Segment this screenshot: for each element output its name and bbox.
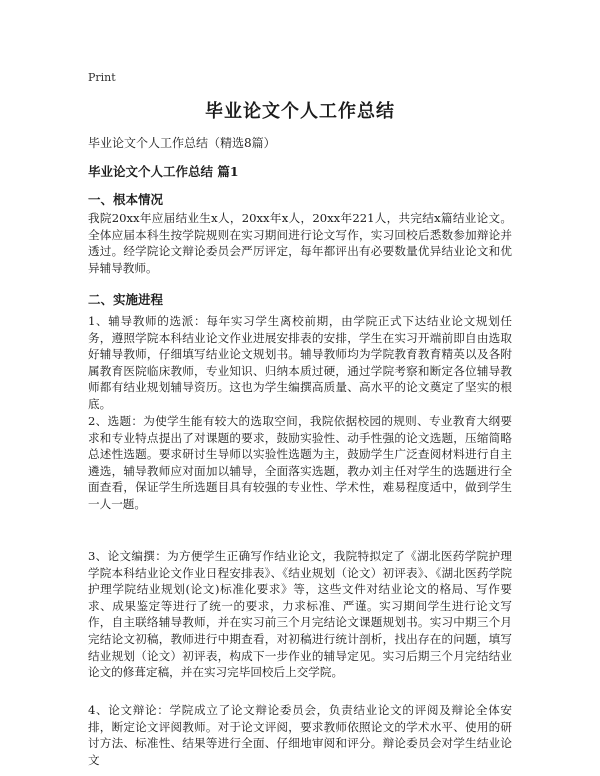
section-heading-basic: 一、根本情况 — [88, 192, 164, 207]
document-title: 毕业论文个人工作总结 — [205, 101, 395, 122]
paragraph-thesis-defense: 4、论文辩论：学院成立了论文辩论委员会，负责结业论文的评阅及辩论全体安排，断定论文评阅教师。对于论文评阅，要求教师依照论文的学术水平、使用的研讨方法、标准性、结果等进行全面、仔细地审阅和评分。辩论委员会对学生结业论文 — [88, 703, 512, 767]
paragraph-basic-situation: 我院20xx年应届结业生x人，20xx年x人，20xx年221人，共完结x篇结业论文。全体应届本科生按学院规则在实习期间进行论文写作，实习回校后悉数参加辩论并透过。经学院论文辩论委员会严厉评定，每年都评出有必要数量优异结业论文和优异辅导教师。 — [88, 211, 512, 275]
paragraph-advisor-selection: 1、辅导教师的选派：每年实习学生离校前期，由学院正式下达结业论文规划任务，遵照学院本科结业论文作业进展安排表的安排，学生在实习开端前即自由选取好辅导教师，仔细填写结业论文规划书。辅导教师均为学院教育教育精英以及各附属教育医院临床教师，专业知识、归纳本质过硬，通过学院考察和断定各位辅导教师都有结业规划辅导资历。这也为学生编撰高质量、高水平的论文奠定了坚实的根底。 — [88, 314, 512, 411]
article-heading: 毕业论文个人工作总结 篇1 — [88, 164, 239, 179]
section-heading-implementation: 二、实施进程 — [88, 292, 164, 307]
document-subtitle: 毕业论文个人工作总结（精选8篇） — [88, 136, 276, 150]
paragraph-topic-selection: 2、选题：为使学生能有较大的选取空间，我院依据校园的规则、专业教育大纲要求和专业特点提出了对课题的要求，鼓励实验性、动手性强的论文选题，压缩简略总述性选题。要求研讨生导师以实验性选题为主，鼓励学生广泛查阅材料进行自主遴选，辅导教师应对面加以辅导，全面落实选题，教办刘主任对学生的选题进行全面查看，保证学生所选题目具有较强的专业性、学术性，难易程度适中，做到学生一人一题。 — [88, 414, 512, 511]
print-link[interactable]: Print — [88, 71, 116, 84]
paragraph-thesis-writing: 3、论文编撰：为方便学生正确写作结业论文，我院特拟定了《湖北医药学院护理学院本科结业论文作业日程安排表》、《结业规划（论文）初评表》、《湖北医药学院护理学院结业规划(论文)标准化要求》等，这些文件对结业论文的格局、写作要求、成果鉴定等进行了统一的要求，力求标准、严谨。实习期间学生进行论文写作，自主联络辅导教师，并在实习前三个月完结论文课题规划书。实习中期三个月完结论文初稿，教师进行中期查看，对初稿进行统计剖析，找出存在的问题，填写结业规划（论文）初评表，构成下一步作业的辅导定见。实习后期三个月完结结业论文的修葺定稿，并在实习完毕回校后上交学院。 — [88, 549, 512, 680]
